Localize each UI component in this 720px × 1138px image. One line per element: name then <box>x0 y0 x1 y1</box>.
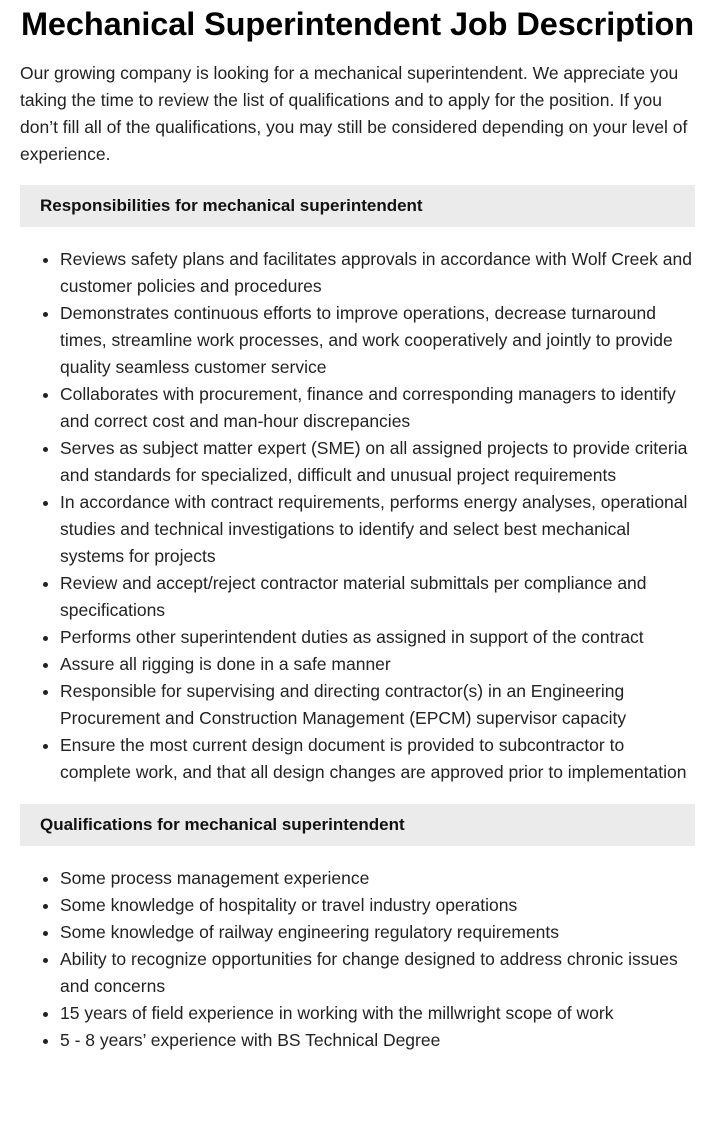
list-item: • Review and accept/reject contractor material submittals per compliance and specifications <box>60 570 695 624</box>
list-item: • 15 years of field experience in working with the millwright scope of work <box>60 1000 695 1027</box>
qualifications-list <box>20 865 695 1054</box>
responsibilities-list <box>20 246 695 786</box>
qualifications-heading: Qualifications for mechanical superintendent <box>20 804 695 846</box>
list-item: • Serves as subject matter expert (SME) on all assigned projects to provide criteria and standards for specialized, difficult and unusual project requirements <box>60 435 695 489</box>
list-item: • Assure all rigging is done in a safe manner <box>60 651 695 678</box>
responsibilities-heading: Responsibilities for mechanical superintendent <box>20 185 695 227</box>
list-item: • Demonstrates continuous efforts to improve operations, decrease turnaround times, streamline work processes, and work cooperatively and jointly to provide quality seamless customer service <box>60 300 695 381</box>
list-item: • Ability to recognize opportunities for change designed to address chronic issues and concerns <box>60 946 695 1000</box>
list-item: • Collaborates with procurement, finance and corresponding managers to identify and correct cost and man-hour discrepancies <box>60 381 695 435</box>
list-item: • Ensure the most current design document is provided to subcontractor to complete work, and that all design changes are approved prior to implementation <box>60 732 695 786</box>
list-item: • Performs other superintendent duties as assigned in support of the contract <box>60 624 695 651</box>
page-title: Mechanical Superintendent Job Description <box>20 6 695 42</box>
list-item: • Responsible for supervising and directing contractor(s) in an Engineering Procurement and Construction Management (EPCM) supervisor capacity <box>60 678 695 732</box>
list-item: • Some knowledge of hospitality or travel industry operations <box>60 892 695 919</box>
list-item: • Some knowledge of railway engineering regulatory requirements <box>60 919 695 946</box>
list-item: • Some process management experience <box>60 865 695 892</box>
list-item: • Reviews safety plans and facilitates approvals in accordance with Wolf Creek and customer policies and procedures <box>60 246 695 300</box>
intro-paragraph: Our growing company is looking for a mechanical superintendent. We appreciate you taking the time to review the list of qualifications and to apply for the position. If you don’t fill all of the qualifications, you may still be considered depending on your level of experience. <box>20 63 688 164</box>
list-item: • 5 - 8 years’ experience with BS Technical Degree <box>60 1027 695 1054</box>
list-item: • In accordance with contract requirements, performs energy analyses, operational studies and technical investigations to identify and select best mechanical systems for projects <box>60 489 695 570</box>
